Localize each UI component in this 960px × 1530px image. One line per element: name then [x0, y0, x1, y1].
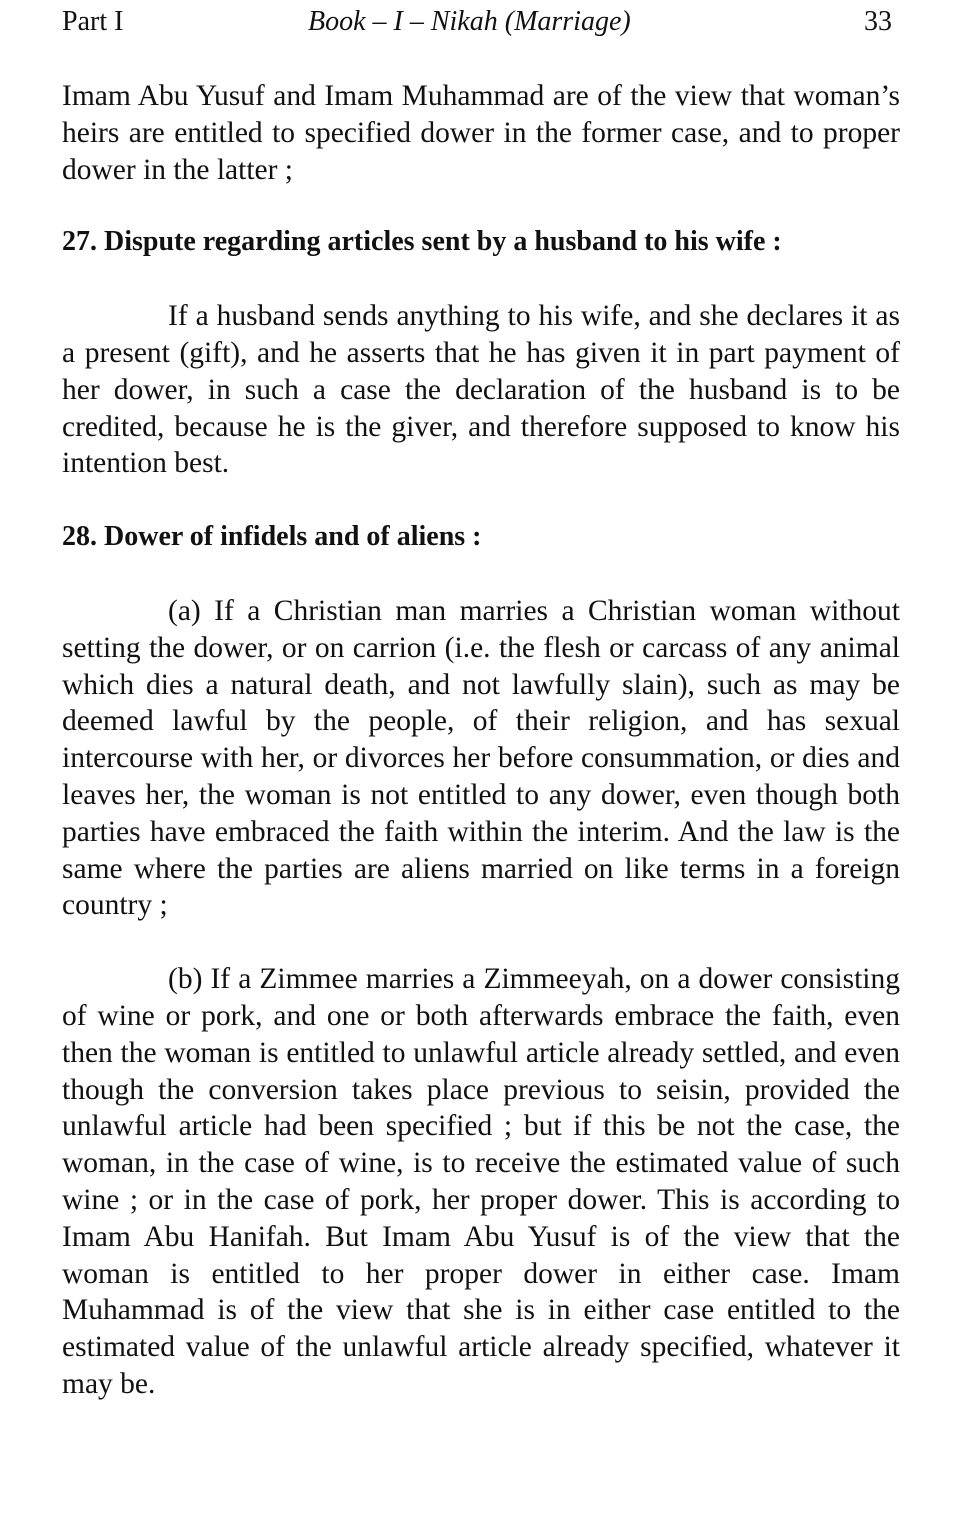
section-27-paragraph: If a husband sends anything to his wife, and she declares it as a present (gift), and he asserts that he has given it in part payment of her dower, in such a case the declaration of the husband is to be credited, because he is the giver, and therefore supposed to know his intention best. [62, 300, 900, 480]
running-header [62, 0, 900, 50]
continuation-paragraph: Imam Abu Yusuf and Imam Muhammad are of the view that woman’s heirs are entitled to specified dower in the former case, and to proper dower in the latter ; [62, 80, 900, 186]
part-label: Part I [62, 6, 124, 37]
section-28-paragraph-b: (b) If a Zimmee marries a Zimmeeyah, on a dower consisting of wine or pork, and one or both afterwards embrace the faith, even then the woman is entitled to unlawful article already settled, and even though the conversion takes place previous to seisin, provided the unlawful article had been specified ; but if this be not the case, the woman, in the case of wine, is to receive the estimated value of such wine ; or in the case of pork, her proper dower. This is according to Imam Abu Hanifah. But Imam Abu Yusuf is of the view that the woman is entitled to her proper dower in either case. Imam Muhammad is of the view that she is in either case entitled to the estimated value of the unlawful article already specified, whatever it may be. [62, 963, 900, 1400]
page-number: 33 [864, 6, 892, 37]
section-27-heading: 27. Dispute regarding articles sent by a husband to his wife : [62, 226, 782, 258]
section-28-heading: 28. Dower of infidels and of aliens : [62, 521, 482, 553]
book-page [62, 0, 900, 1403]
section-28-paragraph-a: (a) If a Christian man marries a Christian woman without setting the dower, or on carrion (i.e. the flesh or carcass of any animal which dies a natural death, and not lawfully slain), such as may be deemed lawful by the people, of their religion, and has sexual intercourse with her, or divorces her before consummation, or dies and leaves her, the woman is not entitled to any dower, even though both parties have embraced the faith within the interim. And the law is the same where the parties are aliens married on like terms in a foreign country ; [62, 594, 900, 922]
book-title: Book – I – Nikah (Marriage) [308, 6, 631, 37]
